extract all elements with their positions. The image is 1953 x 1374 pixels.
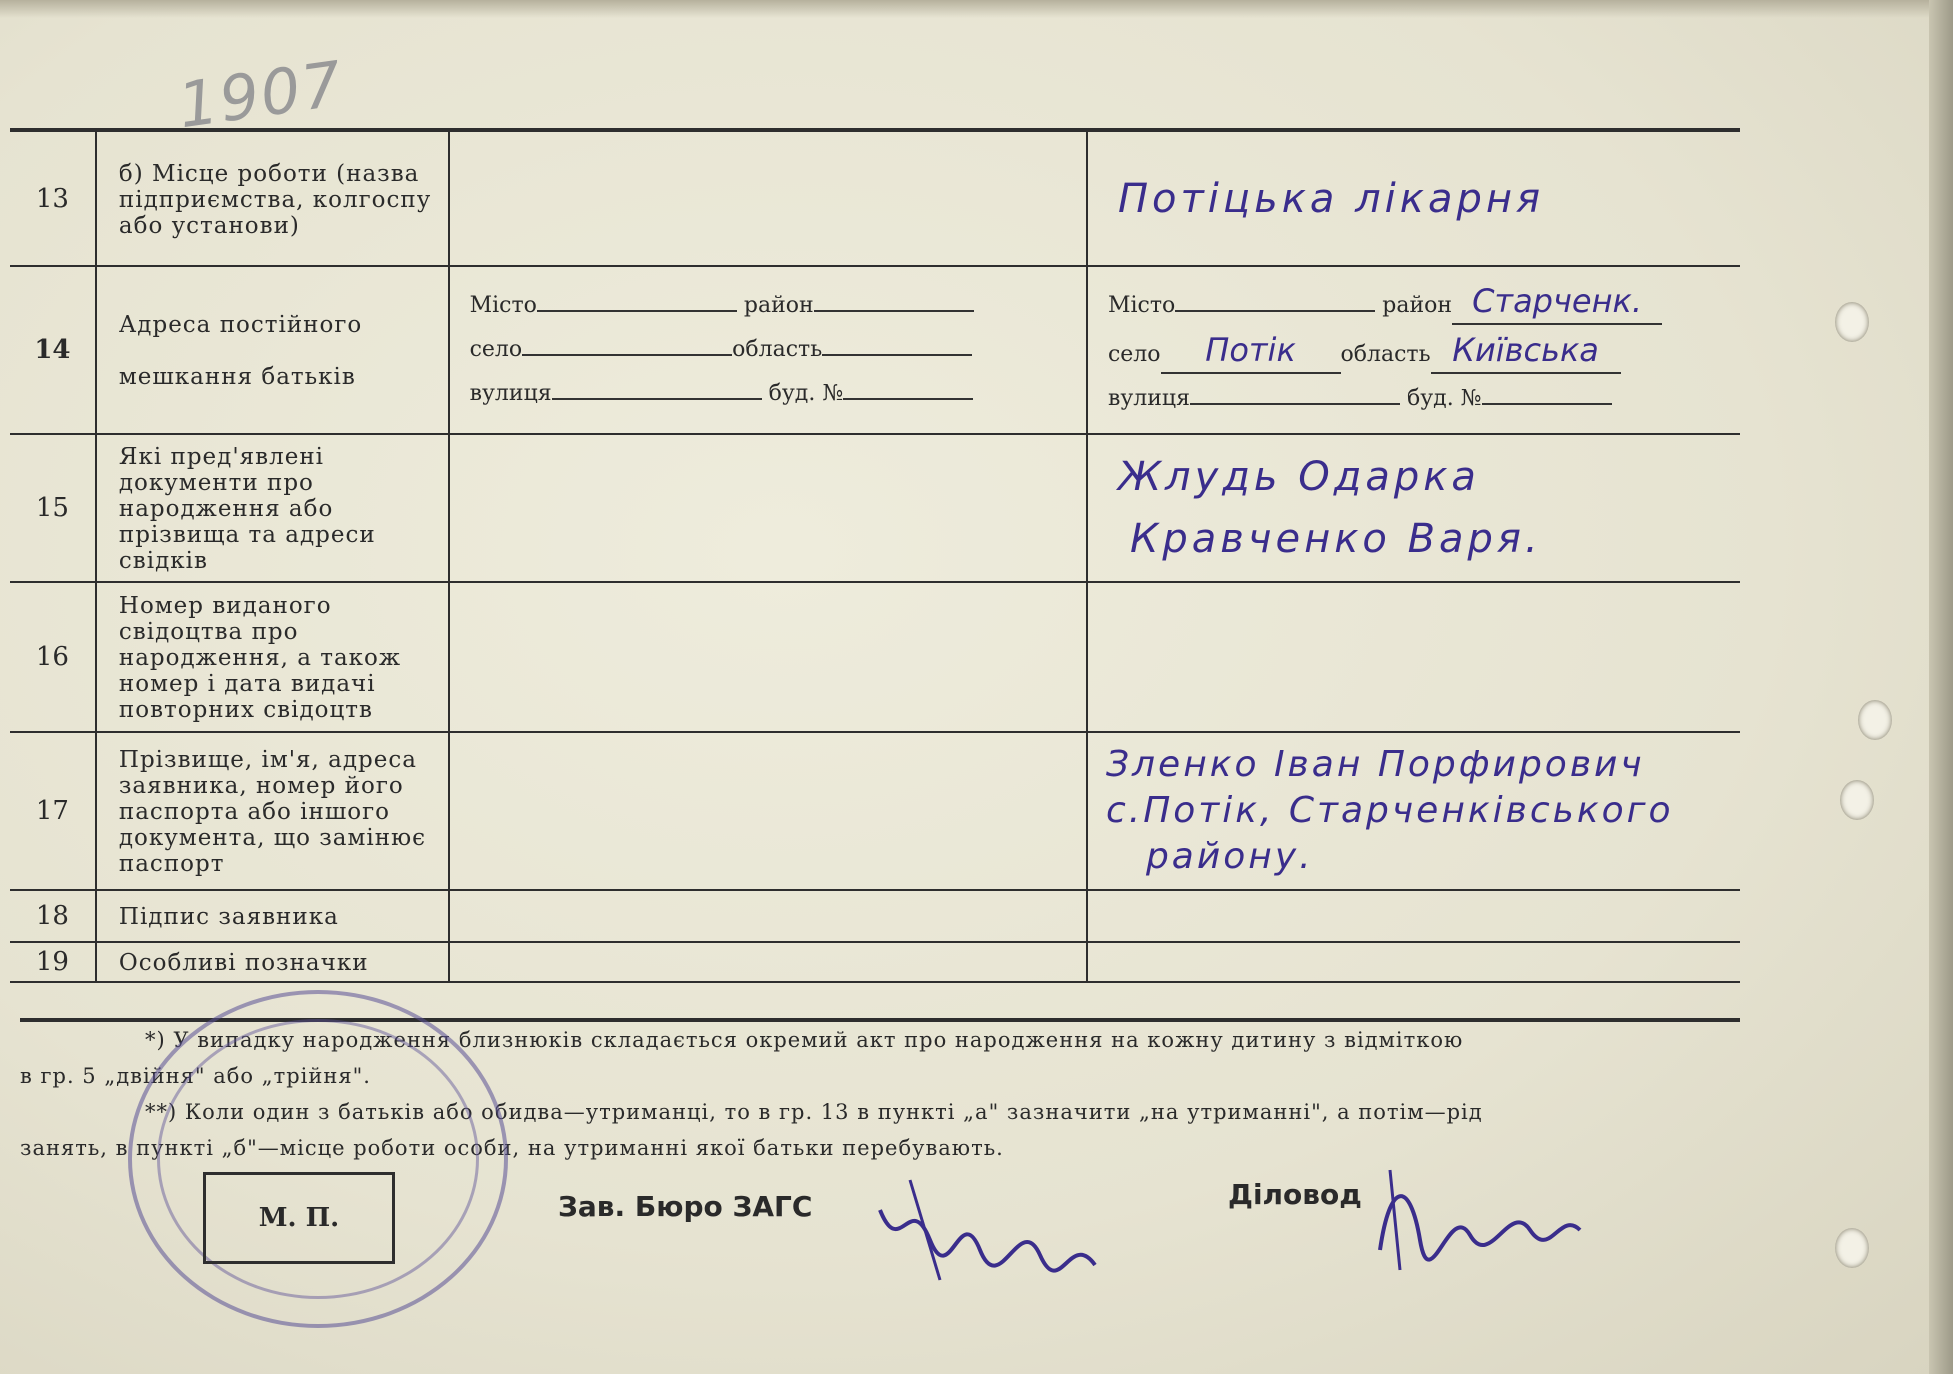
table-row bbox=[10, 732, 1740, 890]
page-right-edge bbox=[1929, 0, 1953, 1374]
table-row bbox=[10, 130, 1740, 266]
table-row bbox=[10, 582, 1740, 732]
handwritten-witness-2: Кравченко Варя. bbox=[1129, 516, 1542, 562]
row-number: 19 bbox=[10, 942, 96, 982]
clerk-signature bbox=[1370, 1160, 1590, 1280]
binding-hole bbox=[1835, 1228, 1869, 1268]
row-label: Адреса постійного мешкання батьків bbox=[96, 266, 449, 434]
region-label: область bbox=[732, 337, 823, 362]
applicant-cell bbox=[1087, 732, 1740, 890]
registry-head-label: Зав. Бюро ЗАГС bbox=[558, 1190, 813, 1223]
table-row bbox=[10, 942, 1740, 982]
handwritten-applicant-2: с.Потік, Старченківського bbox=[1105, 790, 1674, 831]
binding-hole bbox=[1840, 780, 1874, 820]
row-number: 17 bbox=[10, 732, 96, 890]
district-label: район bbox=[743, 293, 814, 318]
row-label: Які пред'явлені документи про народження або прізвища та адреси свідків bbox=[96, 434, 449, 582]
region-blank bbox=[822, 354, 972, 356]
row-label: Прізвище, ім'я, адреса заявника, номер його паспорта або іншого документа, що замінює паспорт bbox=[96, 732, 449, 890]
handwritten-region: Київська bbox=[1431, 328, 1621, 374]
father-address-cell bbox=[1087, 266, 1740, 434]
city-label: Місто bbox=[1107, 293, 1176, 318]
official-stamp bbox=[128, 990, 508, 1328]
city-label: Місто bbox=[469, 293, 537, 318]
witnesses-cell bbox=[1087, 434, 1740, 582]
page-top-shadow bbox=[0, 0, 1953, 18]
street-label: вулиця bbox=[469, 381, 552, 406]
building-label: буд. № bbox=[1406, 386, 1482, 411]
building-label: буд. № bbox=[768, 381, 844, 406]
city-blank bbox=[1175, 310, 1375, 312]
building-blank bbox=[843, 398, 973, 400]
row-number: 14 bbox=[10, 266, 96, 434]
father-column-cell bbox=[1087, 130, 1740, 266]
handwritten-workplace: Потіцька лікарня bbox=[1117, 175, 1545, 222]
father-column-cell bbox=[1087, 582, 1740, 732]
registry-head-signature bbox=[870, 1170, 1100, 1290]
row-number: 18 bbox=[10, 890, 96, 942]
table-row bbox=[10, 434, 1740, 582]
row-number: 15 bbox=[10, 434, 96, 582]
building-blank bbox=[1482, 403, 1612, 405]
footnote-line: в гр. 5 „двійня" або „трійня". bbox=[20, 1064, 371, 1088]
mother-column-cell bbox=[449, 942, 1087, 982]
clerk-label: Діловод bbox=[1228, 1178, 1362, 1211]
binding-hole bbox=[1835, 302, 1869, 342]
record-form-table bbox=[10, 128, 1740, 983]
street-label: вулиця bbox=[1107, 386, 1190, 411]
village-blank bbox=[522, 354, 732, 356]
footnote-line: **) Коли один з батьків або обидва—утриманці, то в гр. 13 в пункті „а" зазначити „на утриманні", а потім—рід bbox=[145, 1100, 1483, 1124]
city-blank bbox=[537, 310, 737, 312]
street-blank bbox=[552, 398, 762, 400]
mother-column-cell bbox=[449, 890, 1087, 942]
table-row bbox=[10, 266, 1740, 434]
row-label: б) Місце роботи (назва підприємства, колгоспу або установи) bbox=[96, 130, 449, 266]
village-label: село bbox=[1107, 342, 1161, 367]
mother-column-cell bbox=[449, 130, 1087, 266]
footnote-line: занять, в пункті „б"—місце роботи особи, на утриманні якої батьки перебувають. bbox=[20, 1136, 1004, 1160]
table-row bbox=[10, 890, 1740, 942]
district-label: район bbox=[1382, 293, 1453, 318]
handwritten-applicant-3: району. bbox=[1145, 836, 1314, 877]
handwritten-district: Старченк. bbox=[1452, 279, 1662, 325]
handwritten-witness-1: Жлудь Одарка bbox=[1117, 454, 1480, 500]
footnote-line: *) У випадку народження близнюків складається окремий акт про народження на кожну дитину з відміткою bbox=[145, 1028, 1464, 1052]
row-number: 13 bbox=[10, 130, 96, 266]
row-label: Підпис заявника bbox=[96, 890, 449, 942]
mother-column-cell bbox=[449, 582, 1087, 732]
village-label: село bbox=[469, 337, 523, 362]
handwritten-applicant-1: Зленко Іван Порфирович bbox=[1105, 744, 1645, 785]
row-label: Номер виданого свідоцтва про народження, а також номер і дата видачі повторних свідоцтв bbox=[96, 582, 449, 732]
handwritten-village: Потік bbox=[1161, 328, 1341, 374]
binding-hole bbox=[1858, 700, 1892, 740]
row-number: 16 bbox=[10, 582, 96, 732]
father-column-cell bbox=[1087, 942, 1740, 982]
mother-column-cell bbox=[449, 434, 1087, 582]
street-blank bbox=[1190, 403, 1400, 405]
region-label: область bbox=[1340, 342, 1431, 367]
district-blank bbox=[814, 310, 974, 312]
mother-column-cell bbox=[449, 732, 1087, 890]
mother-address-cell bbox=[449, 266, 1087, 434]
father-column-cell bbox=[1087, 890, 1740, 942]
seal-place-box: М. П. bbox=[203, 1172, 395, 1264]
row-label: Особливі позначки bbox=[96, 942, 449, 982]
pencil-annotation: 1907 bbox=[173, 46, 349, 143]
